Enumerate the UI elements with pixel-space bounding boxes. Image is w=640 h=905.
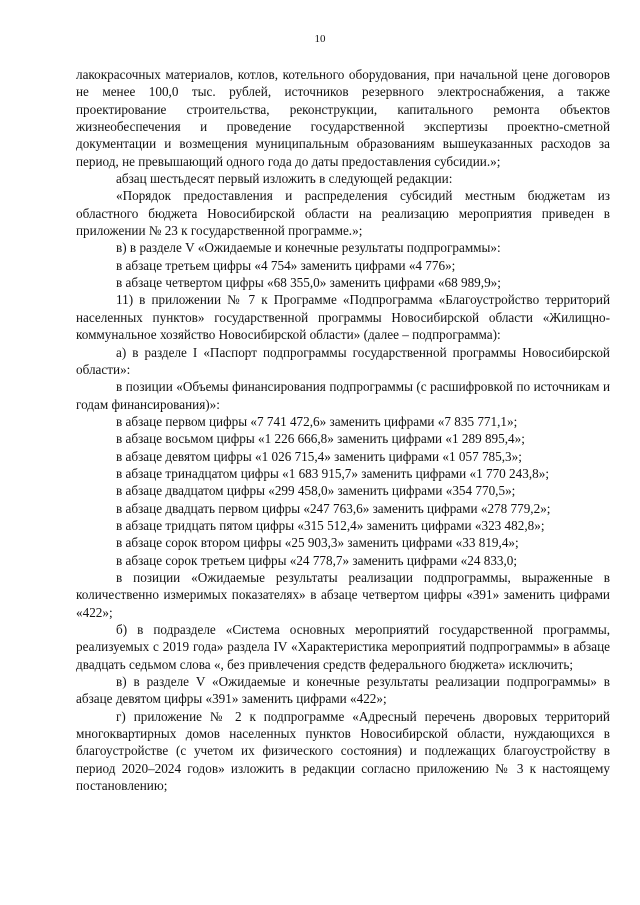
paragraph-22: г) приложение № 2 к подпрограмме «Адресный перечень дворовых территорий многоквартирных домов населенных пунктов Новосибирской области, нуждающихся в благоустройстве (с учетом их физического состояния) и подлежащих благоустройству в период 2020–2024 годов» изложить в редакции согласно приложению № 3 к настоящему постановлению; — [76, 708, 610, 794]
paragraph-13: в абзаце тринадцатом цифры «1 683 915,7» заменить цифрами «1 770 243,8»; — [116, 465, 549, 481]
paragraph-4: в) в разделе V «Ожидаемые и конечные результаты подпрограммы»: — [116, 240, 501, 256]
paragraph-7: 11) в приложении № 7 к Программе «Подпрограмма «Благоустройство территорий населенных пунктов» государственной программы Новосибирской области «Жилищно-коммунальное хозяйство Новосибирской области» (далее – подпрограмма): — [76, 292, 610, 343]
paragraph-16: в абзаце тридцать пятом цифры «315 512,4» заменить цифрами «323 482,8»; — [116, 517, 545, 533]
paragraph-3: «Порядок предоставления и распределения субсидий местным бюджетам из областного бюджета Новосибирской области на реализацию мероприятия приведен в приложении № 23 к государственной программе.»; — [76, 188, 610, 239]
paragraph-17: в абзаце сорок втором цифры «25 903,3» заменить цифрами «33 819,4»; — [116, 535, 519, 551]
paragraph-8: а) в разделе I «Паспорт подпрограммы государственной программы Новосибирской области»: — [76, 344, 610, 377]
paragraph-14: в абзаце двадцатом цифры «299 458,0» заменить цифрами «354 770,5»; — [116, 483, 516, 499]
document-body — [76, 66, 610, 794]
paragraph-1: лакокрасочных материалов, котлов, котельного оборудования, при начальной цене договоров не менее 100,0 тыс. рублей, источников резервного электроснабжения, а также проектирование строительства, реконструкции, капитального ремонта объектов жизнеобеспечения и проведение государственной экспертизы проектно-сметной документации и возмещения муниципальным образованиям вышеуказанных расходов за период, не превышающий одного года до даты предоставления субсидии.»; — [76, 67, 610, 169]
paragraph-10: в абзаце первом цифры «7 741 472,6» заменить цифрами «7 835 771,1»; — [116, 413, 518, 429]
paragraph-19: в позиции «Ожидаемые результаты реализации подпрограммы, выраженные в количественно измеримых показателях» в абзаце четвертом цифры «391» заменить цифрами «422»; — [76, 569, 610, 620]
paragraph-21: в) в разделе V «Ожидаемые и конечные результаты реализации подпрограммы» в абзаце девятом цифры «391» заменить цифрами «422»; — [76, 674, 610, 707]
paragraph-6: в абзаце четвертом цифры «68 355,0» заменить цифрами «68 989,9»; — [116, 275, 501, 291]
paragraph-2: абзац шестьдесят первый изложить в следующей редакции: — [116, 171, 453, 187]
paragraph-11: в абзаце восьмом цифры «1 226 666,8» заменить цифрами «1 289 895,4»; — [116, 431, 525, 447]
paragraph-20: б) в подразделе «Система основных мероприятий государственной программы, реализуемых с 2019 года» раздела IV «Характеристика мероприятий подпрограммы» в абзаце двадцать седьмом слова «, без привлечения средств федерального бюджета» исключить; — [76, 622, 610, 672]
paragraph-5: в абзаце третьем цифры «4 754» заменить цифрами «4 776»; — [116, 257, 456, 273]
paragraph-9: в позиции «Объемы финансирования подпрограммы (с расшифровкой по источникам и годам финансирования)»: — [76, 379, 610, 412]
paragraph-15: в абзаце двадцать первом цифры «247 763,6» заменить цифрами «278 779,2»; — [116, 500, 551, 516]
paragraph-18: в абзаце сорок третьем цифры «24 778,7» заменить цифрами «24 833,0; — [116, 552, 518, 568]
paragraph-12: в абзаце девятом цифры «1 026 715,4» заменить цифрами «1 057 785,3»; — [116, 448, 522, 464]
page-number: 10 — [314, 33, 326, 45]
